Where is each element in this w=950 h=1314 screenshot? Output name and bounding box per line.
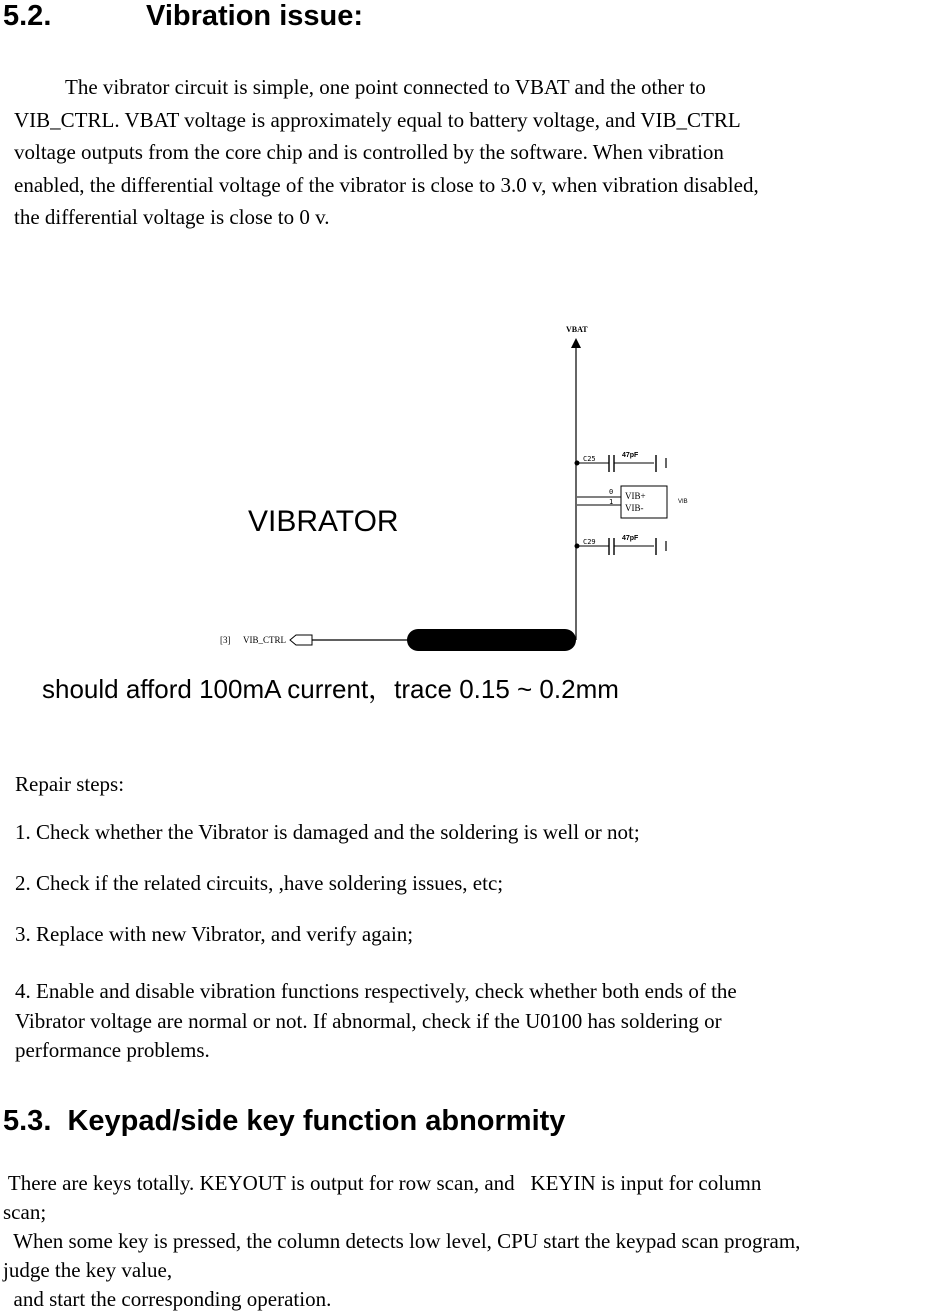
repair-step-4-line: Vibrator voltage are normal or not. If abnormal, check if the U0100 has soldering or <box>15 1008 722 1033</box>
repair-step-1: 1. Check whether the Vibrator is damaged and the soldering is well or not; <box>15 820 640 844</box>
section-5-3-line: When some key is pressed, the column detects low level, CPU start the keypad scan program, <box>3 1229 801 1253</box>
repair-step-3: 3. Replace with new Vibrator, and verify again; <box>15 922 414 946</box>
vib-ctrl-port-icon <box>290 635 312 645</box>
repair-step-4-line: performance problems. <box>15 1038 210 1062</box>
vib-designator: VIB <box>678 499 688 505</box>
intro-line: voltage outputs from the core chip and is controlled by the software. When vibration <box>14 140 724 164</box>
vibrator-title: VIBRATOR <box>248 505 399 538</box>
vib-plus-label: VIB+ <box>625 491 646 501</box>
vbat-label: VBAT <box>566 325 588 334</box>
intro-line: enabled, the differential voltage of the vibrator is close to 3.0 v, when vibration disabled, <box>14 172 759 197</box>
section-5-2-number: 5.2. <box>3 0 52 32</box>
repair-step-4-line: 4. Enable and disable vibration functions respectively, check whether both ends of the <box>15 979 737 1003</box>
repair-step-2: 2. Check if the related circuits, ,have soldering issues, etc; <box>15 871 504 895</box>
section-5-2-title: Vibration issue: <box>146 0 364 32</box>
pin-0-label: 0 <box>609 488 614 496</box>
section-5-3-title: 5.3. Keypad/side key function abnormity <box>3 1105 566 1137</box>
vib-ctrl-label: VIB_CTRL <box>243 635 287 645</box>
section-5-3-line: judge the key value, <box>3 1258 173 1282</box>
intro-line: the differential voltage is close to 0 v. <box>14 205 330 229</box>
repair-heading: Repair steps: <box>15 772 125 796</box>
pin-1-label: 1 <box>609 498 614 506</box>
thick-trace-highlight <box>407 629 576 651</box>
trace-note: should afford 100mA current，trace 0.15 ~ 0.2mm <box>42 674 619 704</box>
vibrator-schematic <box>0 300 950 720</box>
intro-line: The vibrator circuit is simple, one point connected to VBAT and the other to <box>65 75 706 99</box>
sheet-ref: [3] <box>220 635 231 645</box>
repair-step-4 <box>15 977 737 1066</box>
vbat-arrow-icon <box>571 338 581 348</box>
section-5-3-body <box>3 1169 800 1314</box>
c25-label: C25 <box>583 455 596 463</box>
section-5-3-line: and start the corresponding operation. <box>3 1287 332 1311</box>
section-5-3-line: scan; <box>3 1200 47 1224</box>
c29-value: 47pF <box>622 535 639 542</box>
intro-paragraph <box>14 71 759 234</box>
section-5-3-line: There are keys totally. KEYOUT is output for row scan, and KEYIN is input for column <box>3 1171 762 1195</box>
c25-value: 47pF <box>622 452 639 459</box>
c29-label: C29 <box>583 538 596 546</box>
intro-line: VIB_CTRL. VBAT voltage is approximately equal to battery voltage, and VIB_CTRL <box>14 107 741 132</box>
vib-minus-label: VIB- <box>625 503 644 513</box>
